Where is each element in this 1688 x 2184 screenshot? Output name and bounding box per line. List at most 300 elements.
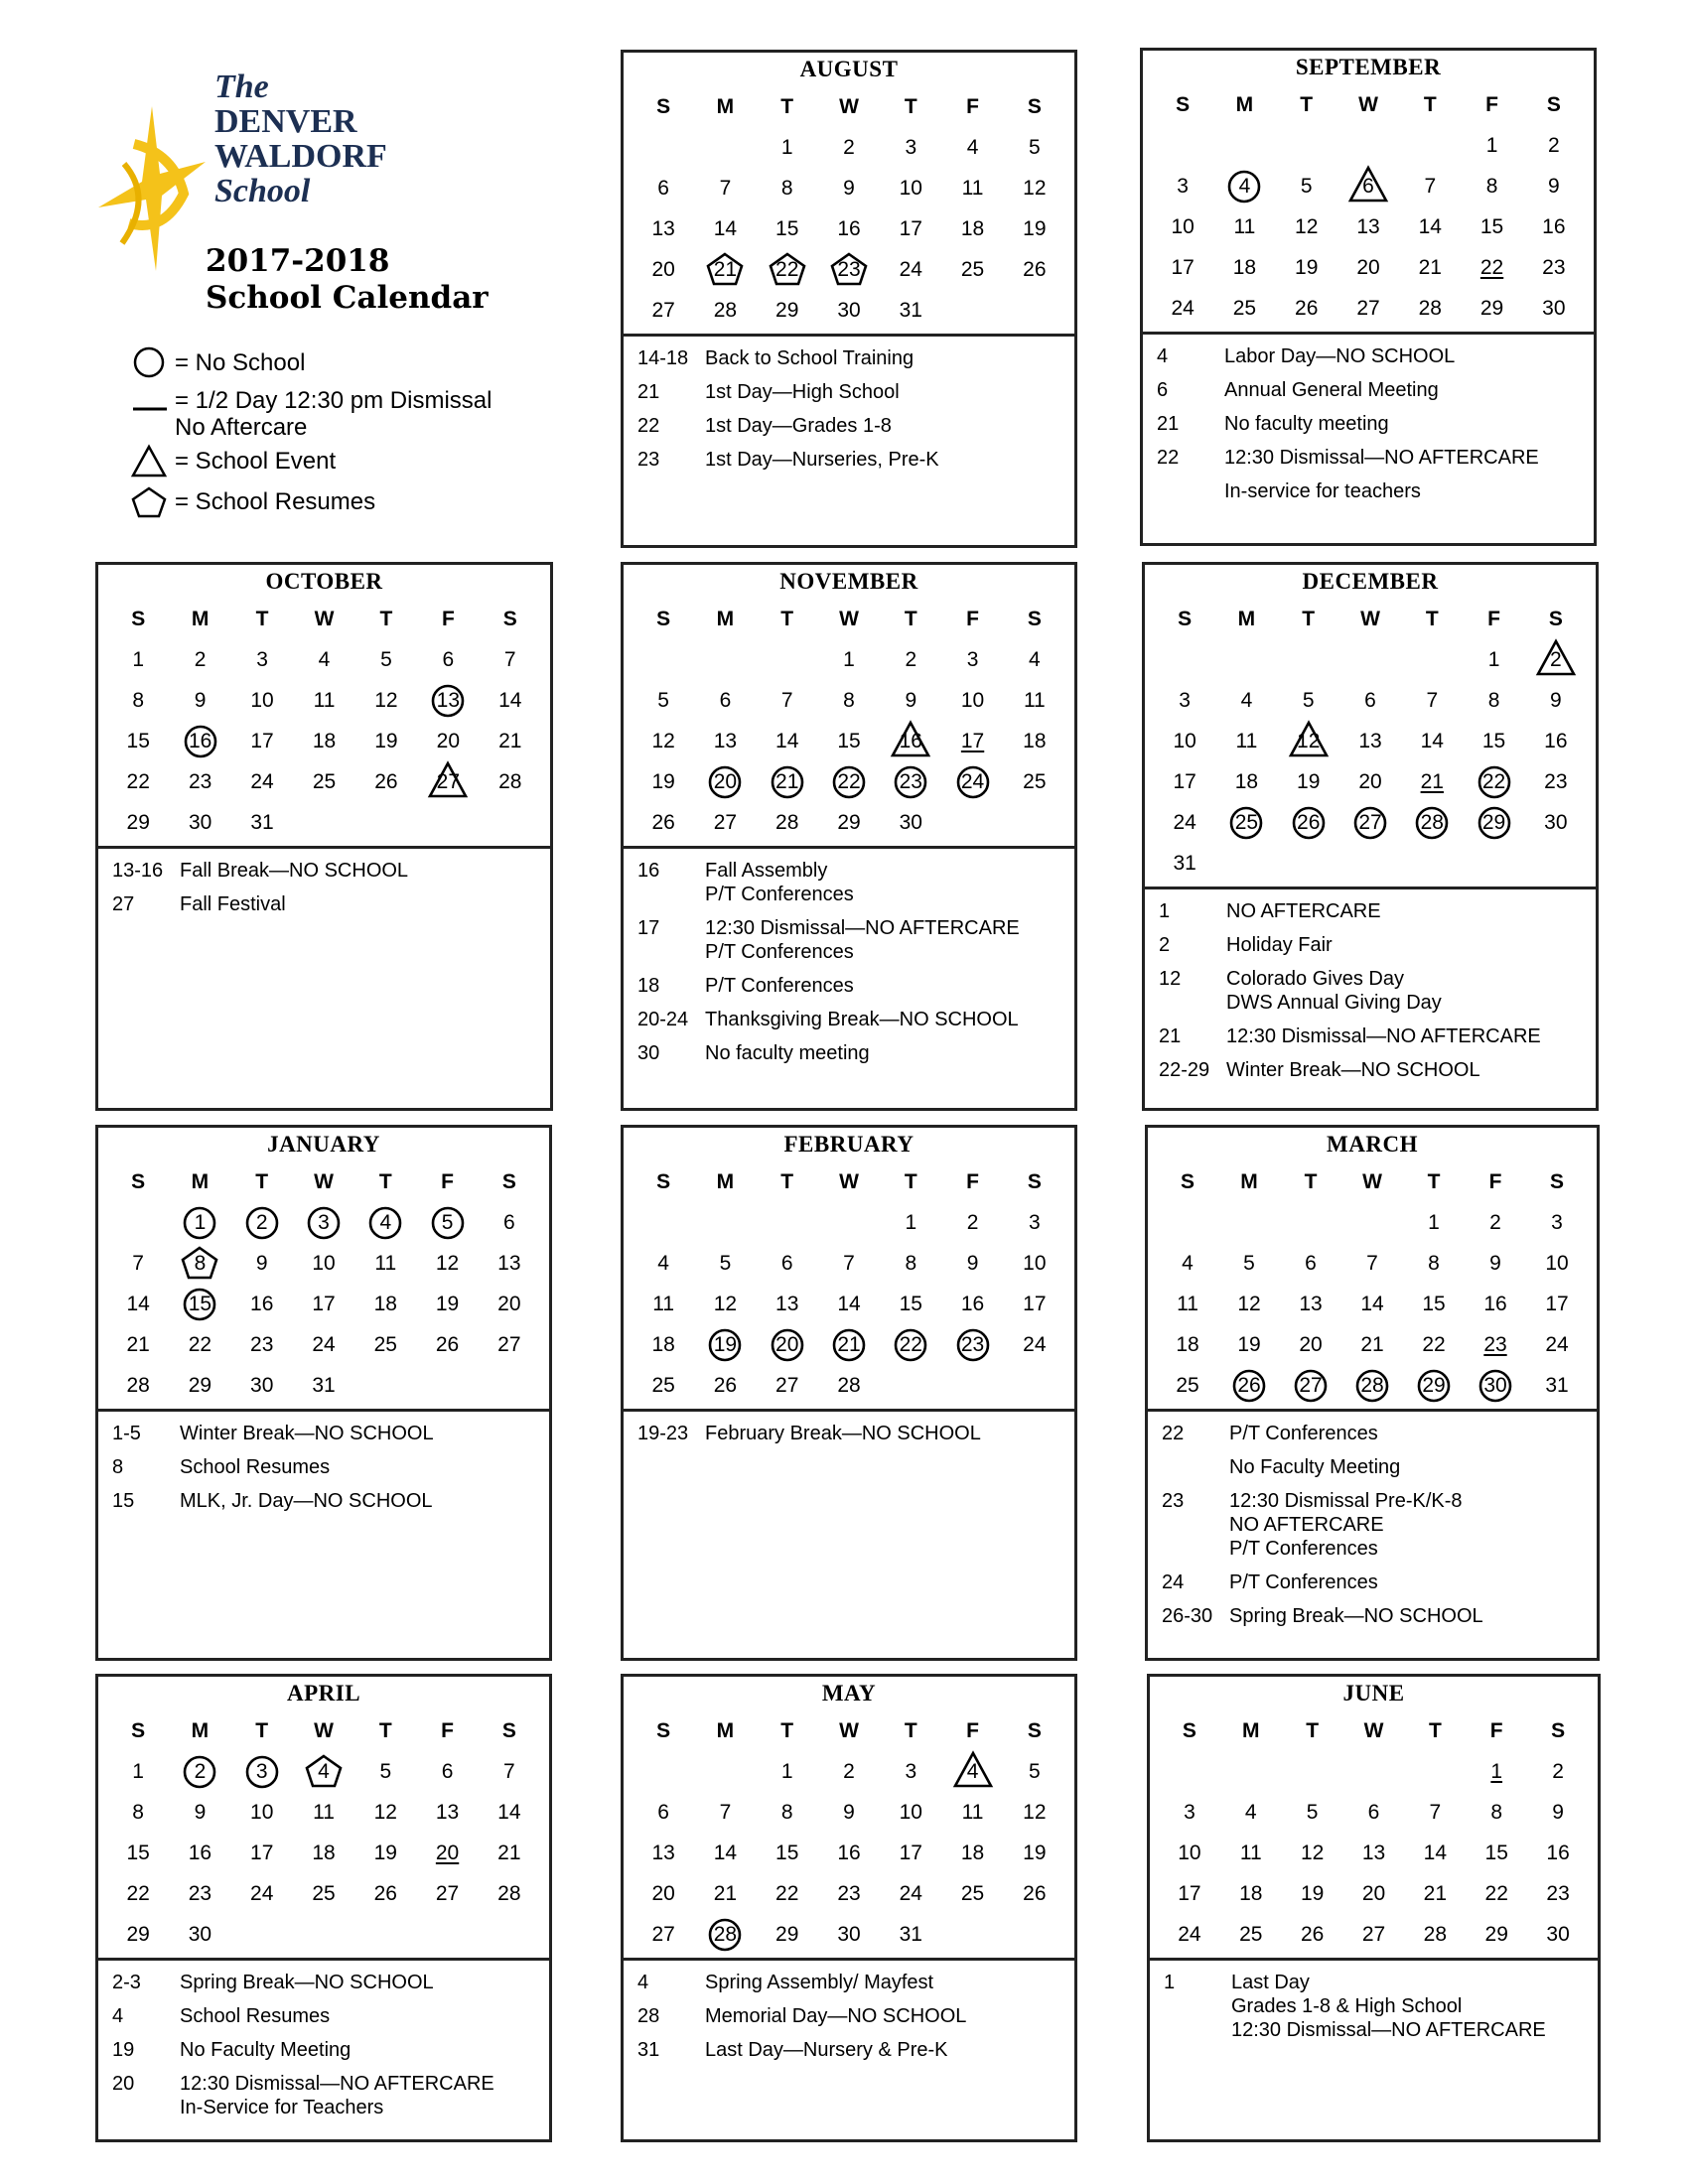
day-cell: [1154, 761, 1215, 802]
weekday-header: S: [501, 1170, 516, 1193]
legend-school-event: [131, 441, 492, 481]
weekday-header: F: [966, 608, 979, 630]
event-list: [624, 337, 1074, 485]
day-cell: [1523, 166, 1585, 206]
day-cell: [1339, 761, 1401, 802]
day-cell: [107, 1284, 169, 1324]
day-cell: [757, 1365, 818, 1406]
empty-day: [1401, 639, 1463, 680]
day-cell: [757, 1914, 818, 1955]
day-number: 3: [1551, 1211, 1563, 1234]
day-number: 27: [713, 811, 738, 834]
day-number: 6: [1305, 1252, 1317, 1275]
school-name: [214, 69, 387, 208]
day-number: 13: [435, 1801, 460, 1824]
event-date: [1162, 1455, 1229, 1479]
day-number: 13: [1356, 215, 1380, 238]
day-number: 19: [435, 1293, 460, 1315]
weekday-header: T: [1302, 608, 1316, 630]
school-logo: [94, 104, 209, 273]
day-number: 7: [1424, 175, 1437, 198]
day-cell: [1525, 761, 1587, 802]
day-number: 26: [1023, 258, 1047, 281]
event-item: [1157, 479, 1586, 503]
empty-day: [1213, 125, 1275, 166]
day-cell: [880, 249, 941, 290]
day-number: 12: [1023, 1801, 1047, 1824]
day-number: 30: [250, 1374, 274, 1397]
month-december: [1142, 562, 1599, 1111]
empty-day: [694, 127, 756, 168]
event-list: [98, 849, 550, 930]
day-cell: [1220, 1792, 1282, 1833]
day-number: 6: [1364, 689, 1376, 712]
day-cell: [1466, 1792, 1527, 1833]
day-cell: [1339, 680, 1401, 721]
day-cell: [1278, 721, 1339, 761]
event-item: [1159, 1024, 1588, 1048]
event-date: 23: [1162, 1490, 1185, 1512]
empty-day: [633, 639, 694, 680]
weekday-header: T: [1423, 93, 1437, 116]
weekday-header: T: [255, 608, 269, 630]
day-cell: [694, 1914, 756, 1955]
event-item: [1159, 1058, 1588, 1082]
day-number: 3: [256, 648, 268, 671]
day-number: 12: [374, 689, 398, 712]
day-number: 6: [441, 1760, 454, 1783]
month-june: [1147, 1674, 1601, 2142]
day-number: 31: [1173, 852, 1196, 875]
day-cell: [1159, 1914, 1220, 1955]
day-cell: [633, 249, 694, 290]
day-number: 10: [1171, 215, 1195, 238]
weekday-header: W: [314, 608, 335, 630]
day-number: 22: [899, 1333, 922, 1356]
day-number: 20: [1356, 256, 1380, 279]
day-number: 20: [775, 1333, 799, 1356]
day-cell: [880, 1833, 941, 1873]
empty-day: [1341, 1202, 1403, 1243]
day-cell: [1461, 125, 1522, 166]
day-number: 7: [843, 1252, 855, 1275]
event-item: [637, 1422, 1066, 1445]
day-number: 2: [843, 1760, 855, 1783]
weekday-header: M: [1240, 1170, 1258, 1193]
event-item: [1157, 378, 1586, 402]
day-cell: [941, 1792, 1003, 1833]
day-cell: [818, 761, 880, 802]
day-cell: [107, 761, 169, 802]
event-date: 15: [112, 1490, 135, 1512]
day-cell: [1337, 247, 1399, 288]
day-number: 29: [775, 299, 799, 322]
day-number: 8: [905, 1252, 917, 1275]
day-number: 9: [1552, 1801, 1564, 1824]
day-cell: [1463, 639, 1524, 680]
legend-half-day: [131, 383, 492, 441]
event-item: [1159, 967, 1588, 1015]
day-number: 21: [498, 730, 522, 752]
day-number: 21: [497, 1842, 521, 1864]
day-number: 20: [435, 1842, 460, 1864]
day-number: 6: [1367, 1801, 1380, 1824]
day-cell: [757, 249, 818, 290]
day-cell: [1220, 1914, 1282, 1955]
day-cell: [169, 721, 230, 761]
event-item: [637, 1008, 1066, 1031]
day-number: 24: [1023, 1333, 1047, 1356]
day-number: 18: [1239, 1882, 1263, 1905]
day-number: 16: [1544, 730, 1568, 752]
day-cell: [231, 680, 293, 721]
day-number: 24: [250, 770, 274, 793]
day-cell: [757, 208, 818, 249]
day-cell: [633, 1873, 694, 1914]
event-item: [637, 414, 1066, 438]
day-cell: [1399, 166, 1461, 206]
event-text: 12:30 Dismissal—NO AFTERCARE P/T Conferences: [705, 917, 1020, 963]
day-number: 18: [373, 1293, 397, 1315]
day-cell: [1218, 1243, 1280, 1284]
day-cell: [354, 1202, 416, 1243]
day-cell: [1403, 1365, 1465, 1406]
weekday-header: T: [1428, 1719, 1442, 1742]
event-text: Last Day—Nursery & Pre-K: [705, 2039, 948, 2061]
day-cell: [169, 1873, 230, 1914]
day-cell: [1282, 1873, 1343, 1914]
event-item: [637, 2004, 1066, 2028]
day-cell: [107, 1873, 169, 1914]
day-number: 5: [1306, 1801, 1319, 1824]
day-number: 23: [188, 770, 212, 793]
event-text: In-service for teachers: [1224, 480, 1421, 502]
month-name: JUNE: [1342, 1681, 1405, 1706]
day-cell: [1157, 1243, 1218, 1284]
day-number: 10: [250, 1801, 274, 1824]
day-number: 10: [1173, 730, 1196, 752]
day-number: 19: [651, 770, 675, 793]
day-number: 1: [132, 1760, 144, 1783]
day-number: 26: [1023, 1882, 1047, 1905]
day-cell: [1526, 1202, 1588, 1243]
day-number: 5: [719, 1252, 732, 1275]
event-text: 12:30 Dismissal—NO AFTERCARE: [1224, 447, 1539, 469]
day-number: 18: [1176, 1333, 1199, 1356]
event-item: [1162, 1604, 1589, 1628]
day-number: 22: [775, 258, 799, 281]
day-cell: [231, 1284, 293, 1324]
day-cell: [1280, 1365, 1341, 1406]
day-number: 10: [1545, 1252, 1569, 1275]
day-cell: [1278, 680, 1339, 721]
month-august: [621, 50, 1077, 548]
event-date: 1: [1164, 1972, 1176, 1993]
day-cell: [107, 1792, 169, 1833]
event-list: [98, 1961, 549, 2133]
weekday-header: S: [1549, 1170, 1564, 1193]
day-cell: [1215, 680, 1277, 721]
day-number: 14: [713, 217, 738, 240]
day-cell: [1220, 1873, 1282, 1914]
weekday-header: T: [255, 1719, 269, 1742]
day-number: 23: [899, 770, 922, 793]
empty-day: [1399, 125, 1461, 166]
day-number: 31: [899, 1923, 922, 1946]
weekday-header: T: [780, 1719, 794, 1742]
day-cell: [479, 1284, 540, 1324]
day-cell: [1526, 1324, 1588, 1365]
day-cell: [941, 1243, 1003, 1284]
day-cell: [941, 208, 1003, 249]
day-cell: [1337, 288, 1399, 329]
day-cell: [1157, 1324, 1218, 1365]
day-number: 24: [312, 1333, 336, 1356]
event-list: [1145, 889, 1596, 1096]
school-name-line4: School: [214, 173, 311, 209]
underline-icon: [131, 383, 171, 417]
day-cell: [354, 1833, 416, 1873]
day-number: 23: [1546, 1882, 1570, 1905]
weekday-header: T: [1427, 1170, 1441, 1193]
day-cell: [231, 1243, 293, 1284]
day-number: 3: [318, 1211, 330, 1234]
weekday-header: S: [131, 1170, 146, 1193]
event-text: Colorado Gives Day DWS Annual Giving Day: [1226, 968, 1442, 1014]
day-cell: [107, 680, 169, 721]
event-date: 14-18: [637, 347, 689, 369]
day-number: 20: [1361, 1882, 1386, 1905]
day-number: 7: [503, 1760, 515, 1783]
day-cell: [231, 1202, 293, 1243]
day-number: 19: [713, 1333, 738, 1356]
day-cell: [480, 680, 541, 721]
day-cell: [107, 721, 169, 761]
day-number: 13: [651, 1842, 675, 1864]
day-number: 20: [497, 1293, 521, 1315]
day-number: 23: [188, 1882, 212, 1905]
day-number: 16: [1546, 1842, 1570, 1864]
day-cell: [1343, 1792, 1405, 1833]
event-list: [1148, 1412, 1597, 1642]
school-name-line2: DENVER: [214, 103, 357, 140]
day-number: 28: [1360, 1374, 1384, 1397]
day-number: 17: [899, 217, 922, 240]
day-cell: [694, 168, 756, 208]
day-cell: [1461, 166, 1522, 206]
day-cell: [880, 680, 941, 721]
day-cell: [1218, 1365, 1280, 1406]
legend-school-resumes: [131, 481, 492, 522]
day-number: 11: [961, 1801, 984, 1824]
day-number: 2: [194, 648, 207, 671]
weekday-header: S: [501, 1719, 516, 1742]
empty-day: [757, 1202, 818, 1243]
day-number: 29: [188, 1374, 212, 1397]
day-cell: [479, 1751, 540, 1792]
legend-label: = School Resumes: [175, 487, 376, 515]
day-cell: [694, 290, 756, 331]
day-number: 4: [379, 1211, 392, 1234]
event-item: [1164, 1971, 1590, 2042]
day-cell: [880, 1792, 941, 1833]
day-cell: [633, 1324, 694, 1365]
event-text: 12:30 Dismissal—NO AFTERCARE: [1226, 1025, 1541, 1047]
weekday-header: M: [1235, 93, 1254, 116]
event-date: 28: [637, 2005, 660, 2027]
weekday-header: T: [780, 1170, 794, 1193]
day-number: 4: [1238, 175, 1251, 198]
day-cell: [1215, 802, 1277, 843]
day-cell: [1465, 1284, 1526, 1324]
day-cell: [416, 1243, 478, 1284]
day-number: 16: [837, 1842, 861, 1864]
event-text: 1st Day—Grades 1-8: [705, 415, 892, 437]
day-number: 23: [1542, 256, 1566, 279]
day-cell: [818, 168, 880, 208]
empty-day: [1280, 1202, 1341, 1243]
day-cell: [355, 680, 417, 721]
day-cell: [694, 1324, 756, 1365]
day-cell: [1213, 206, 1275, 247]
day-cell: [354, 1284, 416, 1324]
day-number: 8: [132, 689, 145, 712]
day-cell: [1404, 1792, 1466, 1833]
event-text: Last Day Grades 1-8 & High School 12:30 Dismissal—NO AFTERCARE: [1231, 1972, 1546, 2041]
day-cell: [354, 1243, 416, 1284]
day-cell: [1159, 1833, 1220, 1873]
weekday-header: S: [1551, 1719, 1566, 1742]
event-list: [624, 849, 1074, 1079]
event-date: 26-30: [1162, 1605, 1213, 1627]
day-number: 11: [1023, 689, 1046, 712]
day-cell: [633, 802, 694, 843]
day-cell: [479, 1792, 540, 1833]
day-number: 11: [1239, 1842, 1262, 1864]
day-cell: [633, 721, 694, 761]
event-item: [1157, 412, 1586, 436]
weekday-header: T: [378, 1719, 392, 1742]
day-cell: [417, 680, 479, 721]
day-cell: [757, 1324, 818, 1365]
day-cell: [1527, 1792, 1589, 1833]
weekday-header: F: [966, 95, 979, 118]
day-grid: [624, 599, 1074, 843]
day-cell: [880, 802, 941, 843]
day-number: 7: [132, 1252, 144, 1275]
event-item: [637, 974, 1066, 998]
day-cell: [1218, 1324, 1280, 1365]
day-cell: [1404, 1914, 1466, 1955]
event-date: 16: [637, 860, 660, 882]
triangle-icon: [131, 445, 171, 478]
day-number: 22: [1481, 770, 1506, 793]
event-text: Back to School Training: [705, 347, 914, 369]
month-january: [95, 1125, 552, 1661]
event-item: [112, 2004, 541, 2028]
day-grid: [624, 86, 1074, 331]
day-number: 9: [194, 689, 207, 712]
day-cell: [479, 1873, 540, 1914]
day-cell: [1465, 1324, 1526, 1365]
day-number: 13: [1361, 1842, 1386, 1864]
day-number: 2: [966, 1211, 979, 1234]
event-date: 19-23: [637, 1423, 689, 1444]
day-number: 3: [255, 1760, 268, 1783]
day-number: 20: [713, 770, 738, 793]
weekday-header: F: [966, 1719, 979, 1742]
day-cell: [1339, 721, 1401, 761]
event-text: Thanksgiving Break—NO SCHOOL: [705, 1009, 1019, 1030]
day-cell: [1220, 1833, 1282, 1873]
event-text: MLK, Jr. Day—NO SCHOOL: [180, 1490, 433, 1512]
event-list: [1150, 1961, 1598, 2056]
day-cell: [757, 1284, 818, 1324]
day-cell: [633, 290, 694, 331]
day-number: 22: [837, 770, 861, 793]
day-number: 9: [1550, 689, 1562, 712]
month-name: MARCH: [1327, 1132, 1418, 1157]
month-march: [1145, 1125, 1600, 1661]
day-cell: [941, 761, 1003, 802]
weekday-header: F: [441, 608, 455, 630]
day-cell: [293, 1284, 354, 1324]
day-number: 16: [250, 1293, 274, 1315]
day-number: 15: [837, 730, 861, 752]
day-number: 5: [1029, 1760, 1041, 1783]
day-number: 13: [1358, 730, 1382, 752]
day-cell: [293, 761, 354, 802]
day-number: 27: [1358, 811, 1382, 834]
day-number: 8: [1428, 1252, 1440, 1275]
day-cell: [1337, 206, 1399, 247]
day-number: 28: [497, 1882, 521, 1905]
day-number: 4: [318, 1760, 330, 1783]
event-item: [637, 2038, 1066, 2062]
day-cell: [1527, 1833, 1589, 1873]
day-cell: [1280, 1284, 1341, 1324]
day-cell: [1215, 721, 1277, 761]
day-cell: [633, 168, 694, 208]
day-cell: [818, 1751, 880, 1792]
day-number: 23: [1544, 770, 1568, 793]
event-date: 23: [637, 449, 660, 471]
day-number: 9: [255, 1252, 268, 1275]
weekday-header: S: [131, 608, 146, 630]
day-number: 31: [312, 1374, 336, 1397]
day-cell: [818, 1914, 880, 1955]
day-number: 15: [1484, 1842, 1508, 1864]
event-date: 22: [637, 415, 660, 437]
day-number: 25: [312, 1882, 336, 1905]
event-date: 17: [637, 917, 660, 939]
day-cell: [293, 721, 354, 761]
day-cell: [880, 1914, 941, 1955]
day-number: 15: [775, 217, 799, 240]
day-cell: [417, 639, 479, 680]
day-number: 11: [961, 177, 984, 200]
day-number: 27: [775, 1374, 799, 1397]
day-cell: [1525, 802, 1587, 843]
empty-day: [1339, 639, 1401, 680]
day-number: 20: [651, 1882, 675, 1905]
day-number: 29: [1481, 811, 1506, 834]
event-date: 2-3: [112, 1972, 141, 1993]
event-text: Annual General Meeting: [1224, 379, 1439, 401]
day-cell: [694, 1243, 756, 1284]
day-number: 19: [1297, 770, 1321, 793]
weekday-header: S: [656, 1719, 671, 1742]
